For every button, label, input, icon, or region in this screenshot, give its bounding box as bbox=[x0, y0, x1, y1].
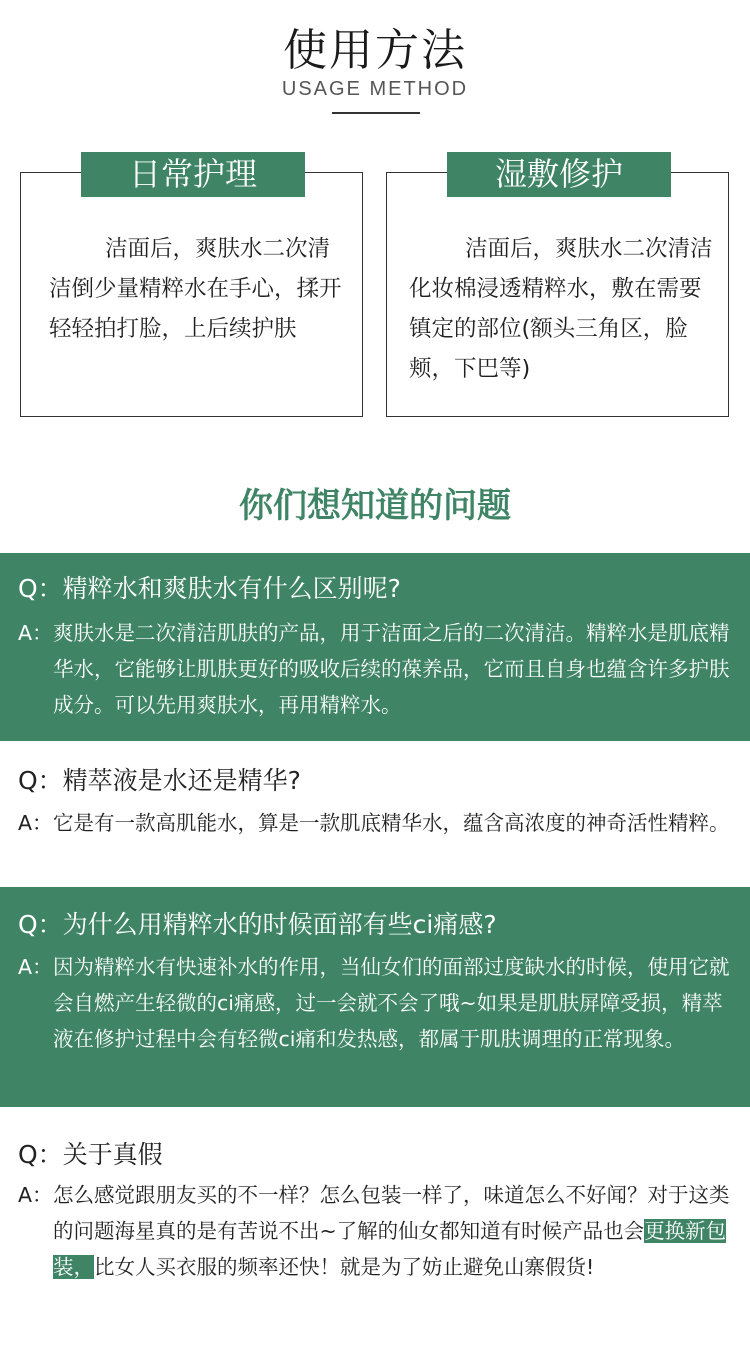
faq-answer bbox=[18, 805, 732, 841]
faq-answer bbox=[18, 1177, 732, 1285]
highlight-new-packaging: 更换新包装， bbox=[53, 1219, 727, 1279]
faq-question: Q：关于真假 bbox=[18, 1140, 163, 1169]
daily-care-card bbox=[20, 155, 363, 417]
faq-question: Q：为什么用精粹水的时候面部有些ci痛感? bbox=[18, 910, 497, 939]
answer-text: 爽肤水是二次清洁肌肤的产品，用于洁面之后的二次清洁。精粹水是肌底精华水，它能够让肌肤更好的吸收后续的葆养品，它而且自身也蕴含许多护肤成分。可以先用爽肤水，再用精粹水。 bbox=[53, 621, 730, 717]
answer-text bbox=[53, 1177, 732, 1285]
answer-prefix: A： bbox=[18, 1183, 53, 1207]
answer-prefix: A： bbox=[18, 955, 53, 979]
faq-item-tingling bbox=[0, 887, 750, 1107]
answer-text-start: 怎么感觉跟朋友买的不一样？怎么包装一样了，味道怎么不好闻？对于这类的问题海星真的是有苦说不出~了解的仙女都知道有时候产品也会 bbox=[53, 1183, 730, 1243]
faq-item-authenticity bbox=[0, 1107, 750, 1345]
daily-care-text: 洁面后，爽肤水二次清洁倒少量精粹水在手心，揉开轻轻拍打脸，上后续护肤 bbox=[49, 236, 342, 342]
faq-question: Q：精粹水和爽肤水有什么区别呢? bbox=[18, 574, 401, 603]
faq-answer bbox=[18, 949, 732, 1057]
answer-text: 因为精粹水有快速补水的作用，当仙女们的面部过度缺水的时候，使用它就会自燃产生轻微的ci痛感，过一会就不会了哦~如果是肌肤屏障受损，精萃液在修护过程中会有轻微ci痛和发热感，都属于肌肤调理的正常现象。 bbox=[53, 955, 730, 1051]
page-subtitle: USAGE METHOD bbox=[281, 78, 469, 100]
answer-prefix: A： bbox=[18, 811, 53, 835]
answer-prefix: A： bbox=[18, 621, 53, 645]
faq-item-difference bbox=[0, 553, 750, 741]
faq-item-water-or-essence bbox=[0, 741, 750, 887]
answer-text-end: 比女人买衣服的频率还快！就是为了妨止避免山寨假货! bbox=[94, 1255, 595, 1279]
page-title: 使用方法 bbox=[283, 25, 467, 76]
title-divider bbox=[332, 112, 420, 114]
daily-care-tab: 日常护理 bbox=[81, 152, 305, 197]
faq-answer bbox=[18, 615, 732, 723]
wet-compress-tab: 湿敷修护 bbox=[447, 152, 671, 197]
wet-compress-text: 洁面后，爽肤水二次清洁化妆棉浸透精粹水，敷在需要镇定的部位(额头三角区，脸颊，下巴等) bbox=[409, 236, 713, 382]
faq-title: 你们想知道的问题 bbox=[239, 486, 511, 526]
wet-compress-card bbox=[386, 155, 729, 417]
faq-question: Q：精萃液是水还是精华? bbox=[18, 766, 301, 795]
answer-text: 它是有一款高肌能水，算是一款肌底精华水，蕴含高浓度的神奇活性精粹。 bbox=[53, 811, 730, 835]
